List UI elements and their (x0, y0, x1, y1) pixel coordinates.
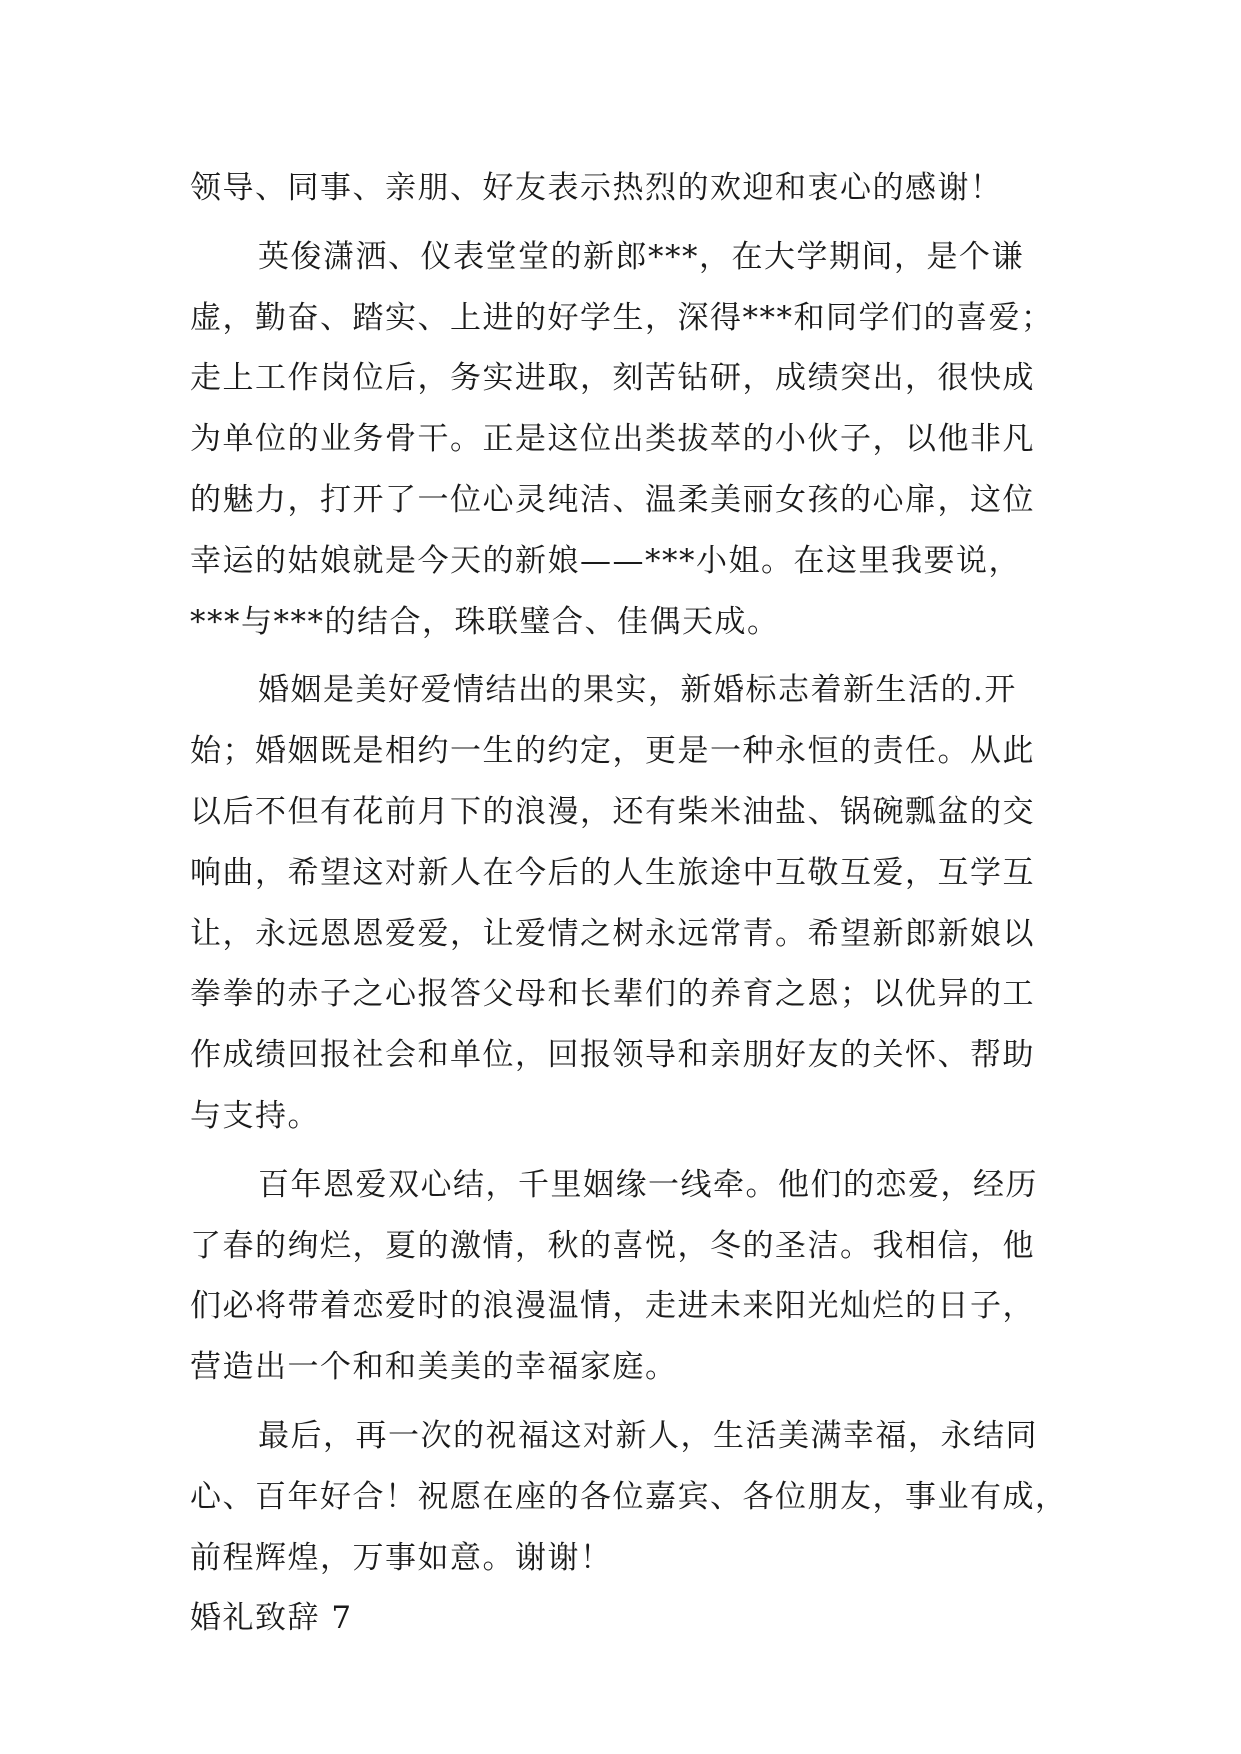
text-line: 走上工作岗位后，务实进取，刻苦钻研，成绩突出，很快成 (190, 360, 1035, 397)
text-line: 心、百年好合！祝愿在座的各位嘉宾、各位朋友，事业有成， (190, 1478, 1068, 1515)
text-line: 让，永远恩恩爱爱，让爱情之树永远常青。希望新郎新娘以 (190, 915, 1035, 952)
text-line: 虚，勤奋、踏实、上进的好学生，深得***和同学们的喜爱； (190, 299, 1054, 336)
text-line: 为单位的业务骨干。正是这位出类拔萃的小伙子，以他非凡 (190, 421, 1035, 458)
text-line: 以后不但有花前月下的浪漫，还有柴米油盐、锅碗瓢盆的交 (190, 793, 1035, 830)
text-line: 最后，再一次的祝福这对新人，生活美满幸福，永结同 (258, 1417, 1038, 1454)
text-line: 英俊潇洒、仪表堂堂的新郎***，在大学期间，是个谦 (258, 238, 1024, 275)
text-line: 拳拳的赤子之心报答父母和长辈们的养育之恩；以优异的工 (190, 976, 1035, 1013)
text-line: 前程辉煌，万事如意。谢谢！ (190, 1539, 613, 1576)
section-heading: 婚礼致辞 7 (190, 1600, 353, 1637)
document-body (190, 158, 1066, 1649)
text-line: 营造出一个和和美美的幸福家庭。 (190, 1349, 678, 1386)
text-line: 幸运的姑娘就是今天的新娘——***小姐。在这里我要说， (190, 542, 1021, 579)
text-line: 们必将带着恋爱时的浪漫温情，走进未来阳光灿烂的日子， (190, 1288, 1035, 1325)
text-line: 领导、同事、亲朋、好友表示热烈的欢迎和衷心的感谢！ (190, 170, 1003, 206)
paragraph (190, 158, 1066, 219)
paragraph (190, 227, 1066, 653)
text-line: 了春的绚烂，夏的激情，秋的喜悦，冬的圣洁。我相信，他 (190, 1227, 1035, 1264)
text-line: 作成绩回报社会和单位，回报领导和亲朋好友的关怀、帮助 (190, 1037, 1035, 1074)
text-line: 百年恩爱双心结，千里姻缘一线牵。他们的恋爱，经历 (258, 1166, 1038, 1203)
text-line: 婚姻是美好爱情结出的果实，新婚标志着新生活的.开 (258, 672, 1017, 709)
text-line: 与支持。 (190, 1097, 320, 1134)
text-line: 始；婚姻既是相约一生的约定，更是一种永恒的责任。从此 (190, 733, 1035, 770)
text-line: ***与***的结合，珠联璧合、佳偶天成。 (190, 603, 780, 640)
text-line: 的魅力，打开了一位心灵纯洁、温柔美丽女孩的心扉，这位 (190, 481, 1035, 518)
paragraph (190, 660, 1066, 1146)
paragraph (190, 1406, 1066, 1588)
paragraph (190, 1155, 1066, 1398)
text-line: 响曲，希望这对新人在今后的人生旅途中互敬互爱，互学互 (190, 854, 1035, 891)
